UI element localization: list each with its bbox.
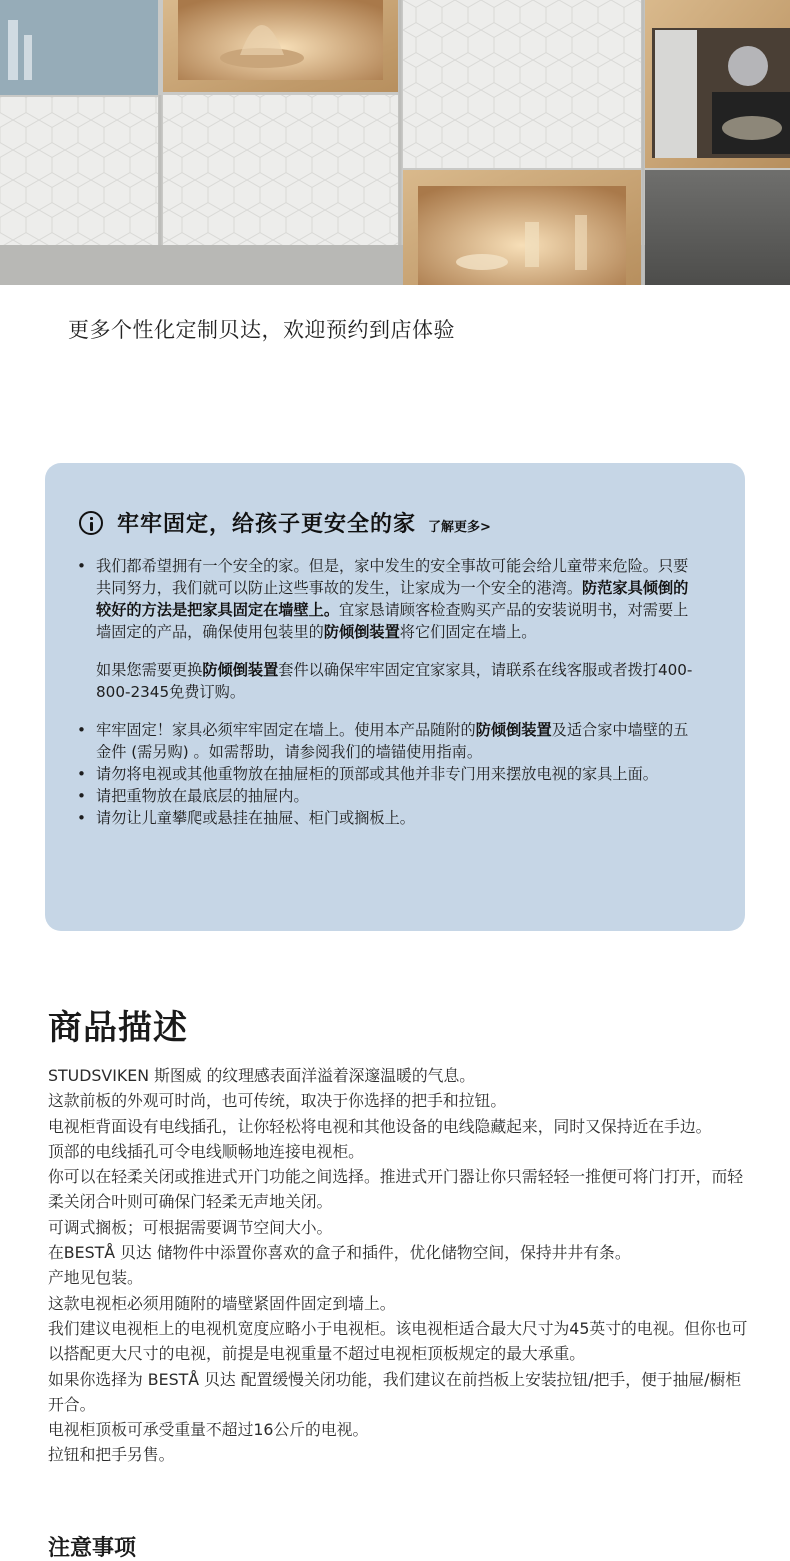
safety-text: 将它们固定在墙上。 (399, 623, 537, 641)
description-paragraph: STUDSVIKEN 斯图威 的纹理感表面洋溢着深邃温暖的气息。 (48, 1066, 476, 1085)
info-icon (79, 511, 103, 535)
safety-title: 牢牢固定，给孩子更安全的家 (117, 512, 417, 537)
safety-text: 如果您需要更换 (96, 661, 203, 679)
description-paragraph: 这款前板的外观可时尚，也可传统，取决于你选择的把手和拉钮。 (48, 1091, 507, 1111)
description-paragraph: 如果你选择为 BESTÅ 贝达 配置缓慢关闭功能，我们建议在前挡板上安装拉钮/把手，便于抽屉/橱柜开合。 (48, 1369, 742, 1414)
description-paragraph: 拉钮和把手另售。 (48, 1445, 175, 1465)
safety-text: 宜家恳请顾客检查购买产品的安装说明书，对需要上墙固定的产品，确保使用包装里的 (96, 601, 689, 641)
description-paragraph: 你可以在轻柔关闭或推进式开门功能之间选择。推进式开门器让你只需轻轻一推便可将门打开，而轻柔关闭合叶则可确保门轻柔无声地关闭。 (48, 1167, 744, 1212)
safety-list-item (77, 719, 697, 763)
safety-text: 请把重物放在最底层的抽屉内。 (96, 787, 309, 805)
next-section-heading-text: 注意事项 (48, 1536, 137, 1561)
description-paragraph: 产地见包装。 (48, 1268, 143, 1288)
safety-emphasis-text: 防倾倒装置 (202, 661, 279, 679)
safety-list-item (77, 659, 697, 703)
safety-list (77, 555, 697, 829)
safety-header (79, 507, 491, 538)
learn-more-link[interactable]: 了解更多> (428, 520, 491, 535)
hero-image (0, 0, 790, 285)
description-paragraph: 这款电视柜必须用随附的墙壁紧固件固定到墙上。 (48, 1293, 396, 1313)
safety-notice-box (45, 463, 745, 931)
hero-illustration (0, 0, 790, 285)
safety-text: 牢牢固定！家具必须牢牢固定在墙上。使用本产品随附的 (96, 721, 476, 739)
safety-text: 套件以确保牢牢固定宜家家具，请联系在线客服或者拨打400-800-2345免费订购。 (96, 661, 693, 701)
next-section-heading (48, 1536, 158, 1561)
promo-text: 更多个性化定制贝达，欢迎预约到店体验 (68, 318, 455, 342)
safety-list-item (77, 785, 697, 807)
description-body (48, 1063, 748, 1468)
safety-text: 请勿将电视或其他重物放在抽屉柜的顶部或其他并非专门用来摆放电视的家具上面。 (96, 765, 658, 783)
safety-text: 及适合家中墙壁的五金件 (需另购) 。如需帮助，请参阅我们的墙锚使用指南。 (96, 721, 689, 761)
safety-list-item (77, 807, 697, 829)
description-paragraph: 可调式搁板；可根据需要调节空间大小。 (48, 1217, 333, 1237)
description-paragraph: 在BESTÅ 贝达 储物件中添置你喜欢的盒子和插件，优化储物空间，保持井井有条。 (48, 1243, 631, 1263)
safety-text: 请勿让儿童攀爬或悬挂在抽屉、柜门或搁板上。 (96, 809, 415, 827)
description-paragraph: 电视柜背面设有电线插孔，让你轻松将电视和其他设备的电线隐藏起来，同时又保持近在手边。 (48, 1116, 712, 1136)
description-paragraph: 我们建议电视柜上的电视机宽度应略小于电视柜。该电视柜适合最大尺寸为45英寸的电视。但你也可以搭配更大尺寸的电视，前提是电视重量不超过电视柜顶板规定的最大承重。 (48, 1318, 748, 1364)
safety-emphasis-text: 防倾倒装置 (323, 623, 400, 641)
description-paragraph: 电视柜顶板可承受重量不超过16公斤的电视。 (48, 1420, 369, 1440)
safety-text: 我们都希望拥有一个安全的家。但是，家中发生的安全事故可能会给儿童带来危险。只要共同努力，我们就可以防止这些事故的发生，让家成为一个安全的港湾。 (96, 557, 689, 597)
safety-list-item (77, 763, 697, 785)
safety-list-item (77, 555, 697, 643)
safety-emphasis-text: 防范家具倾倒的较好的方法是把家具固定在墙壁上。 (96, 579, 689, 619)
safety-emphasis-text: 防倾倒装置 (475, 721, 552, 739)
description-paragraph: 顶部的电线插孔可令电线顺畅地连接电视柜。 (48, 1141, 364, 1161)
description-title: 商品描述 (48, 1008, 188, 1048)
